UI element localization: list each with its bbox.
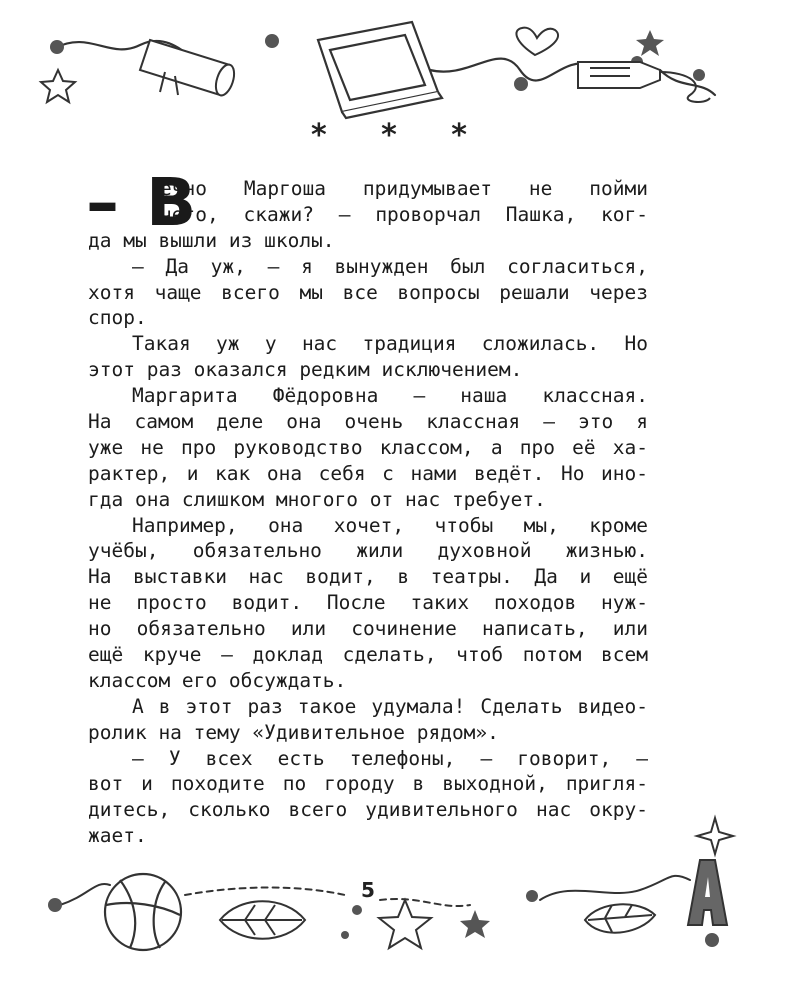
- drop-cap: – В: [86, 164, 199, 241]
- text-lines: [88, 176, 648, 849]
- text-line: А в этот раз такое удумала! Сделать видео-: [132, 694, 648, 718]
- text-line: учёбы, обязательно жили духовной жизнью.: [88, 539, 648, 563]
- star-icon: [379, 900, 490, 948]
- text-line: — У всех есть телефоны, — говорит, —: [132, 746, 648, 770]
- text-line: жает.: [88, 824, 147, 848]
- text-line: На выставки нас водит, в театры. Да и ещё: [88, 565, 648, 589]
- text-line: вот и походите по городу в выходной, пригля-: [88, 772, 648, 796]
- top-decoration: [0, 0, 800, 120]
- text-line: Такая уж у нас традиция сложилась. Но: [132, 332, 648, 356]
- text-line: ечно Маргоша придумывает не пойми: [160, 177, 648, 200]
- page-number: 5: [361, 878, 375, 902]
- text-line: хотя чаще всего мы все вопросы решали через: [88, 280, 648, 304]
- text-line: — Да уж, — я вынужден был согласиться,: [132, 254, 648, 278]
- text-line: гда она слишком многого от нас требует.: [88, 487, 546, 511]
- text-line: спор.: [88, 306, 147, 330]
- leaf-icon: [220, 901, 655, 939]
- diploma-scroll-icon: [140, 40, 238, 98]
- text-line: Например, она хочет, чтобы мы, кроме: [132, 513, 648, 537]
- text-line: но обязательно или сочинение написать, или: [88, 617, 648, 641]
- bead-icon: [48, 890, 719, 947]
- text-line: На самом деле она очень классная — это я: [88, 410, 648, 434]
- text-line: да мы вышли из школы.: [88, 228, 335, 252]
- sparkle-icon: [697, 818, 733, 854]
- text-line: рактер, и как она себя с нами ведёт. Но ино-: [88, 461, 648, 485]
- heart-icon: [516, 28, 558, 55]
- book-icon: [318, 22, 442, 118]
- text-line: ещё круче — доклад сделать, чтоб потом всем: [88, 643, 648, 667]
- text-line: этот раз оказался редким исключением.: [88, 358, 523, 382]
- body-text: [86, 164, 648, 849]
- text-line: не просто водит. После таких походов нуж-: [88, 591, 648, 615]
- section-divider: * * *: [311, 118, 489, 153]
- text-line: классом его обсуждать.: [88, 668, 347, 692]
- text-line: чего, скажи? — проворчал Пашка, ког-: [160, 202, 648, 226]
- letter-a-icon: [688, 860, 727, 925]
- text-line: ролик на тему «Удивительное рядом».: [88, 720, 499, 744]
- text-line: уже не про руководство классом, а про её ха-: [88, 435, 648, 459]
- basketball-icon: [105, 874, 181, 950]
- text-line: дитесь, сколько всего удивительного нас окру-: [88, 798, 648, 822]
- toothpaste-icon: [578, 62, 710, 102]
- text-line: Маргарита Фёдоровна — наша классная.: [132, 384, 648, 408]
